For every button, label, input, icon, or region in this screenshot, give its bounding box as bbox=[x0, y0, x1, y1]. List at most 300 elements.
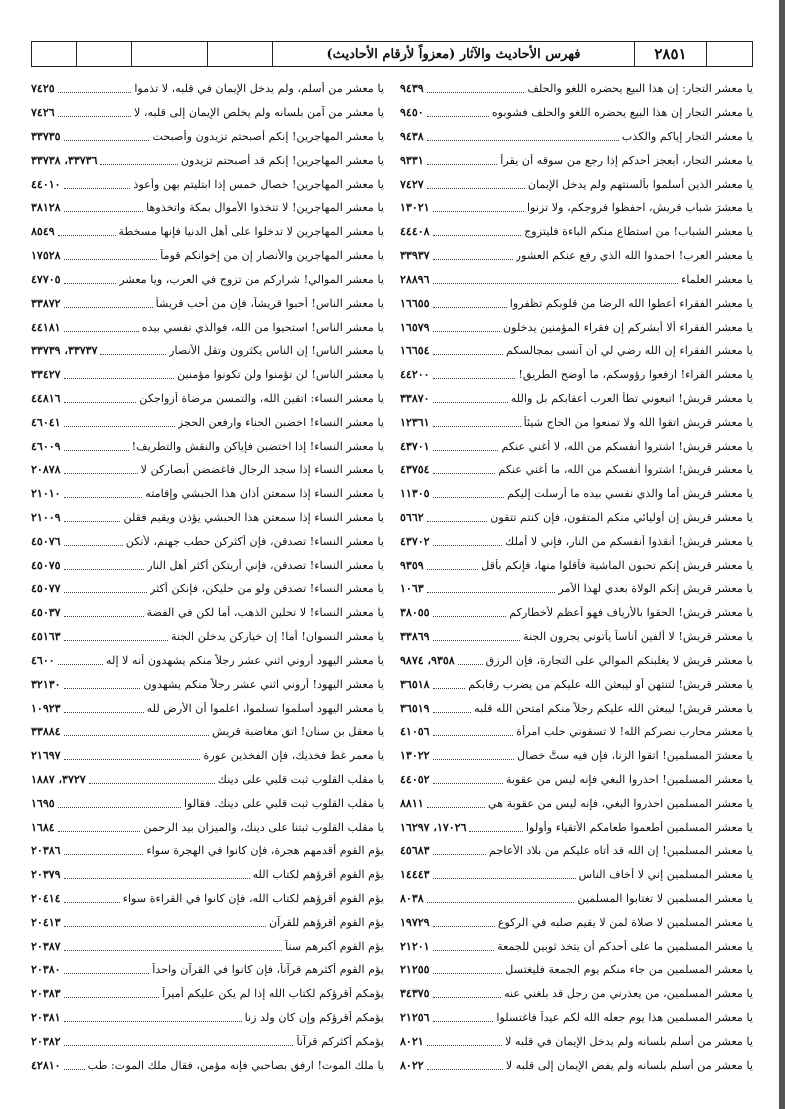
index-body bbox=[31, 77, 753, 1077]
entry-ref-number: ٣٣٧٣٧، ٣٣٧٣٩ bbox=[31, 344, 98, 358]
dot-leader bbox=[64, 251, 158, 260]
dot-leader bbox=[64, 918, 266, 927]
entry-text: يا معشر من أسلم بلسانه ولم يدخل الإيمان في قلبه لا bbox=[505, 1034, 753, 1048]
entry-ref-number: ٩٤٣٩ bbox=[400, 82, 424, 96]
index-entry bbox=[400, 863, 753, 887]
dot-leader bbox=[64, 680, 141, 689]
index-entry bbox=[400, 815, 753, 839]
entry-text: يا معشر قريش! لتنتهن أو ليبعثن الله عليكم من يضرب رقابكم bbox=[468, 677, 753, 691]
dot-leader bbox=[433, 751, 515, 760]
index-entry bbox=[400, 720, 753, 744]
entry-ref-number: ٩٣٣١ bbox=[400, 153, 424, 167]
index-entry bbox=[31, 244, 384, 268]
entry-text: يا معشر قريش! الحقوا بالأرياف فهو أعظم لأخطاركم bbox=[509, 606, 753, 620]
dot-leader bbox=[64, 203, 144, 212]
header-cell bbox=[208, 42, 273, 66]
dot-leader bbox=[427, 1037, 502, 1046]
entry-ref-number: ٤٤٤٠٨ bbox=[400, 225, 430, 239]
entry-ref-number: ١٦٥٧٩ bbox=[400, 320, 430, 334]
dot-leader bbox=[64, 870, 250, 879]
entry-text: يا معمر غط فخذيك، فإن الفخذين عورة bbox=[203, 749, 384, 763]
dot-leader bbox=[433, 680, 466, 689]
entry-text: يا معشر المهاجرين! خصال خمس إذا ابتليتم بهن وأعوذ bbox=[133, 177, 384, 191]
entry-text: يا معشر المهاجرين! إنكم أصبحتم تزيدون وأصبحت bbox=[152, 130, 384, 144]
dot-leader bbox=[433, 918, 495, 927]
header-cell bbox=[707, 42, 752, 66]
dot-leader bbox=[427, 108, 489, 117]
entry-text: يا معشر المسلمين ما على أحدكم أن يتخذ ثوبين للجمعة bbox=[497, 939, 753, 953]
index-entry bbox=[400, 625, 753, 649]
entry-text: يا معشر المسلمين من جاء منكم يوم الجمعة فليغتسل bbox=[505, 963, 753, 977]
index-entry bbox=[31, 148, 384, 172]
entry-text: يا معشر النساء إذا سجد الرجال فاغضضن أبصاركن لا bbox=[140, 463, 384, 477]
dot-leader bbox=[64, 418, 175, 427]
index-entry bbox=[31, 220, 384, 244]
entry-ref-number: ٣٨١٢٨ bbox=[31, 201, 61, 215]
entry-text: يا معشر المهاجرين! إنكم قد أصبحتم تزيدون bbox=[180, 153, 384, 167]
index-entry bbox=[400, 1030, 753, 1054]
dot-leader bbox=[64, 561, 145, 570]
entry-text: يا معشر المسلمين احذروا البغي، فإنه ليس من عقوبة هي bbox=[487, 796, 753, 810]
entry-ref-number: ١٧٥٢٨ bbox=[31, 249, 61, 263]
entry-text: يا معشر النساء! إذا اختضبن فإياكن والنقش والتطريف! bbox=[131, 439, 384, 453]
entry-text: يا معشر قريش! اتبعوني تطأ العرب أعقابكم بل والله bbox=[510, 391, 753, 405]
index-entry bbox=[400, 148, 753, 172]
index-entry bbox=[400, 172, 753, 196]
index-entry bbox=[31, 77, 384, 101]
entry-ref-number: ٣٣٩٣٧ bbox=[400, 249, 430, 263]
entry-ref-number: ١٢٣٦١ bbox=[400, 415, 430, 429]
index-entry bbox=[31, 625, 384, 649]
entry-text: يؤمكم أقرؤكم لكتاب الله إذا لم يكن عليكم أميراً bbox=[162, 987, 384, 1001]
entry-text: يا معشر قريش! ليبعثن الله عليكم رجلاً منكم امتحن الله قلبه bbox=[474, 701, 753, 715]
dot-leader bbox=[64, 894, 120, 903]
entry-ref-number: ٥٦٦٢ bbox=[400, 511, 424, 525]
dot-leader bbox=[427, 513, 488, 522]
entry-text: يا معشر من أسلم بلسانه ولم يفض الإيمان إلى قلبه لا bbox=[505, 1058, 753, 1072]
entry-ref-number: ١٣٠٢٢ bbox=[400, 749, 430, 763]
dot-leader bbox=[64, 513, 121, 522]
entry-text: يا معشر اليهود أسلموا تسلموا، اعلموا أن الأرض لله bbox=[146, 701, 384, 715]
entry-text: يا معشر النساء إذا سمعتن هذا الحبشي يؤذن ويقيم فقلن bbox=[123, 511, 384, 525]
entry-text: يا معشر المهاجرين! لا تتخذوا الأموال بمكة واتخذوها bbox=[146, 201, 384, 215]
entry-text: يا معشر التجار إن هذا البيع يحضره اللغو والحلف فشوبوه bbox=[491, 106, 753, 120]
entry-ref-number: ٣٣٨٧٢ bbox=[31, 296, 61, 310]
dot-leader bbox=[427, 584, 556, 593]
index-entry bbox=[400, 934, 753, 958]
index-entry bbox=[400, 1006, 753, 1030]
entry-text: يا معشر قريش إنكم الولاة بعدي لهذا الأمر bbox=[558, 582, 753, 596]
entry-ref-number: ٩٤٥٠ bbox=[400, 106, 424, 120]
entry-ref-number: ٣٣٤٢٧ bbox=[31, 368, 61, 382]
index-entry bbox=[31, 268, 384, 292]
dot-leader bbox=[433, 1013, 494, 1022]
index-entry bbox=[400, 363, 753, 387]
index-entry bbox=[31, 553, 384, 577]
index-entry bbox=[400, 649, 753, 673]
entry-ref-number: ٤٤٢٠٠ bbox=[400, 368, 430, 382]
entry-text: يا معشر الفقراء إن الله رضي لي أن آنسى بمجالسكم bbox=[505, 344, 753, 358]
index-entry bbox=[400, 1053, 753, 1077]
index-entry bbox=[400, 696, 753, 720]
entry-text: يا معشر قريش لا يغلبنكم الموالي على التجارة، فإن الرزق bbox=[485, 653, 753, 667]
entry-text: يا معشر الذين أسلموا بألسنتهم ولم يدخل الإيمان bbox=[527, 177, 753, 191]
entry-text: يا معشرَ شباب قريش، احفظوا فروجكم، ولا تزنوا bbox=[526, 201, 753, 215]
index-entry bbox=[31, 839, 384, 863]
entry-ref-number: ٤٥٦٨٣ bbox=[400, 844, 430, 858]
entry-text: يا معشر قريش أما والذي نفسي بيده ما أرسلت إليكم bbox=[507, 487, 753, 501]
entry-text: يا معشر النساء! لا تحلين الذهب، أما لكن في الفضة bbox=[146, 606, 384, 620]
index-entry bbox=[31, 910, 384, 934]
index-entry bbox=[400, 529, 753, 553]
dot-leader bbox=[58, 108, 131, 117]
dot-leader bbox=[64, 299, 153, 308]
dot-leader bbox=[64, 989, 160, 998]
entry-ref-number: ١٦٩٥ bbox=[31, 796, 55, 810]
entry-ref-number: ٤٣٧٠٢ bbox=[400, 534, 430, 548]
entry-text: يا معشر المسلمين! إن الله قد أتاه عليكم من بلاد الأعاجم bbox=[489, 844, 753, 858]
dot-leader bbox=[458, 656, 483, 665]
index-entry bbox=[31, 958, 384, 982]
dot-leader bbox=[433, 537, 503, 546]
entry-ref-number: ١١٣٠٥ bbox=[400, 487, 430, 501]
entry-text: يا معشر قريش! اشتروا أنفسكم من الله، لا أغني عنكم bbox=[501, 439, 753, 453]
index-entry bbox=[31, 982, 384, 1006]
dot-leader bbox=[100, 346, 166, 355]
dot-leader bbox=[433, 846, 486, 855]
dot-leader bbox=[64, 180, 131, 189]
index-column-right bbox=[400, 77, 753, 1077]
entry-text: يا معشر محارب نصركم الله! لا تسقوني حلب امرأة bbox=[516, 725, 753, 739]
index-entry bbox=[31, 601, 384, 625]
entry-ref-number: ٤٦٠٤١ bbox=[31, 415, 61, 429]
index-entry bbox=[400, 601, 753, 625]
index-entry bbox=[31, 529, 384, 553]
index-entry bbox=[31, 744, 384, 768]
index-entry bbox=[400, 410, 753, 434]
entry-text: يا معشر النساء إذا سمعتن أذان هذا الحبشي وإقامته bbox=[145, 487, 384, 501]
index-entry bbox=[400, 482, 753, 506]
entry-ref-number: ٣٣٧٣٥ bbox=[31, 130, 61, 144]
entry-text: يا معشر الموالي! شراركم من تزوج في العرب، ويا معشر bbox=[119, 272, 384, 286]
entry-ref-number: ١٧٠٢٦، ١٦٢٩٧ bbox=[400, 820, 467, 834]
dot-leader bbox=[64, 1037, 294, 1046]
entry-ref-number: ٢٠٣٨١ bbox=[31, 1011, 61, 1025]
dot-leader bbox=[58, 84, 132, 93]
index-entry bbox=[31, 387, 384, 411]
index-entry bbox=[31, 887, 384, 911]
entry-ref-number: ٣٦٥١٩ bbox=[400, 701, 430, 715]
entry-ref-number: ٣٣٨٦٩ bbox=[400, 630, 430, 644]
index-entry bbox=[31, 1053, 384, 1077]
entry-text: يا معشر اليهود! أروني اثني عشر رجلاً منكم يشهدون bbox=[143, 677, 384, 691]
dot-leader bbox=[427, 180, 525, 189]
entry-text: يا ملك الموت! ارفق بصاحبي فإنه مؤمن، فقال ملك الموت: طب bbox=[87, 1058, 384, 1072]
index-entry bbox=[31, 791, 384, 815]
running-title: فهرس الأحاديث والآثار (معزواً لأرقام الأحاديث) bbox=[273, 42, 635, 66]
dot-leader bbox=[64, 489, 143, 498]
index-entry bbox=[400, 910, 753, 934]
index-entry bbox=[400, 339, 753, 363]
entry-ref-number: ٩٤٣٨ bbox=[400, 130, 424, 144]
entry-ref-number: ٢١٢٠١ bbox=[400, 939, 430, 953]
entry-ref-number: ٨٥٤٩ bbox=[31, 225, 55, 239]
index-entry bbox=[400, 744, 753, 768]
header-cell bbox=[32, 42, 77, 66]
entry-ref-number: ٢٠٤١٣ bbox=[31, 915, 61, 929]
entry-text: يا معشر القراء! ارفعوا رؤوسكم، ما أوضح الطريق! bbox=[518, 368, 753, 382]
entry-text: يؤم القوم أقرؤهم للقرآن bbox=[268, 915, 384, 929]
index-entry bbox=[400, 77, 753, 101]
entry-text: يا معشر التجار: إن هذا البيع يحضره اللغو والحلف bbox=[527, 82, 753, 96]
index-entry bbox=[400, 244, 753, 268]
entry-ref-number: ٧٤٢٧ bbox=[400, 177, 424, 191]
index-entry bbox=[400, 887, 753, 911]
dot-leader bbox=[64, 442, 129, 451]
entry-ref-number: ٢٠٣٨٦ bbox=[31, 844, 61, 858]
entry-text: يا معشر المهاجرين لا تدخلوا على أهل الدنيا فإنها مسخطة bbox=[118, 225, 384, 239]
index-entry bbox=[31, 125, 384, 149]
entry-ref-number: ٤٤٠٥٢ bbox=[400, 772, 430, 786]
dot-leader bbox=[433, 275, 679, 284]
dot-leader bbox=[427, 561, 479, 570]
entry-ref-number: ٤٥٠٧٧ bbox=[31, 582, 61, 596]
entry-ref-number: ٨٨١١ bbox=[400, 796, 424, 810]
entry-text: يا معشر المسلمين، من يعذرني من رجل قد بلغني عنه bbox=[504, 987, 753, 1001]
dot-leader bbox=[433, 394, 508, 403]
header-cell bbox=[77, 42, 132, 66]
index-entry bbox=[31, 482, 384, 506]
dot-leader bbox=[64, 584, 147, 593]
entry-text: يؤم القوم أكبرهم سناً bbox=[285, 939, 384, 953]
dot-leader bbox=[64, 632, 169, 641]
index-entry bbox=[31, 934, 384, 958]
index-entry bbox=[31, 1006, 384, 1030]
index-entry bbox=[400, 982, 753, 1006]
dot-leader bbox=[64, 942, 283, 951]
entry-ref-number: ٣٦٥١٨ bbox=[400, 677, 430, 691]
index-entry bbox=[400, 958, 753, 982]
dot-leader bbox=[58, 799, 181, 808]
dot-leader bbox=[64, 465, 138, 474]
dot-leader bbox=[427, 894, 575, 903]
index-entry bbox=[400, 553, 753, 577]
entry-ref-number: ٤١٠٥٦ bbox=[400, 725, 430, 739]
entry-ref-number: ٤٦٠٠ bbox=[31, 653, 55, 667]
entry-text: يا معشر قريش إن أوليائي منكم المتقون، فإن كنتم تتقون bbox=[490, 511, 753, 525]
page-edge bbox=[779, 0, 785, 1109]
index-entry bbox=[400, 196, 753, 220]
index-entry bbox=[31, 649, 384, 673]
index-entry bbox=[31, 815, 384, 839]
entry-ref-number: ٢١٢٥٦ bbox=[400, 1011, 430, 1025]
entry-text: يا معشر قريش! لا ألفين أناساً يأتوني يجرون الجنة bbox=[523, 630, 753, 644]
dot-leader bbox=[433, 989, 502, 998]
index-entry bbox=[400, 791, 753, 815]
entry-ref-number: ٤٥٠٧٦ bbox=[31, 534, 61, 548]
entry-ref-number: ١٩٧٢٩ bbox=[400, 915, 430, 929]
entry-text: يا معقل بن سنان! اتق مغاضبة قريش bbox=[211, 725, 384, 739]
index-entry bbox=[31, 196, 384, 220]
entry-text: يا معشر قريش! أنقذوا أنفسكم من النار، فإني لا أملك bbox=[505, 534, 753, 548]
entry-text: يا معشر الناس! استحيوا من الله، فوالذي نفسي بيده bbox=[141, 320, 384, 334]
entry-text: يؤمكم أكثركم قرآناً bbox=[296, 1034, 384, 1048]
entry-ref-number: ٣٢١٣٠ bbox=[31, 677, 61, 691]
index-entry bbox=[31, 1030, 384, 1054]
index-entry bbox=[31, 363, 384, 387]
entry-ref-number: ٣٧٢٧، ١٨٨٧ bbox=[31, 772, 86, 786]
entry-text: يا معشر المسلمين لا تغتابوا المسلمين bbox=[577, 892, 753, 906]
dot-leader bbox=[433, 965, 503, 974]
index-entry bbox=[400, 220, 753, 244]
dot-leader bbox=[433, 203, 524, 212]
entry-text: يا معشر المسلمين لا صلاة لمن لا يقيم صلبه في الركوع bbox=[497, 915, 753, 929]
index-entry bbox=[31, 410, 384, 434]
entry-ref-number: ٣٣٧٣٦، ٣٣٧٣٨ bbox=[31, 153, 98, 167]
entry-ref-number: ٤٤٨١٦ bbox=[31, 391, 61, 405]
entry-text: يؤمكم أقرؤكم وإن كان ولد زنا bbox=[244, 1011, 384, 1025]
dot-leader bbox=[64, 846, 144, 855]
index-entry bbox=[31, 339, 384, 363]
index-entry bbox=[400, 768, 753, 792]
entry-ref-number: ١٠٩٢٣ bbox=[31, 701, 61, 715]
index-entry bbox=[400, 125, 753, 149]
entry-ref-number: ٩٣٥٨، ٩٨٧٤ bbox=[400, 653, 455, 667]
dot-leader bbox=[433, 370, 516, 379]
entry-ref-number: ٢١٦٩٧ bbox=[31, 749, 61, 763]
entry-ref-number: ٢١٠١٠ bbox=[31, 487, 61, 501]
entry-ref-number: ٢٨٨٩٦ bbox=[400, 272, 430, 286]
index-entry bbox=[400, 839, 753, 863]
entry-ref-number: ٤٥٠٧٥ bbox=[31, 558, 61, 572]
index-entry bbox=[31, 863, 384, 887]
entry-text: يا معشر النساء! تصدقن، فإني أريتكن أكثر أهل النار bbox=[147, 558, 384, 572]
entry-ref-number: ٧٤٢٥ bbox=[31, 82, 55, 96]
entry-ref-number: ٧٤٢٦ bbox=[31, 106, 55, 120]
index-entry bbox=[400, 101, 753, 125]
index-entry bbox=[400, 577, 753, 601]
entry-ref-number: ٨٠٢٢ bbox=[400, 1058, 424, 1072]
entry-text: يا معشر النسوان! أما! إن خياركن يدخلن الجنة bbox=[171, 630, 384, 644]
dot-leader bbox=[64, 965, 150, 974]
entry-ref-number: ٤٣٧٠١ bbox=[400, 439, 430, 453]
index-entry bbox=[31, 315, 384, 339]
entry-text: يا معشر النساء! تصدقن، فإن أكثركن حطب جهنم، لأنكن bbox=[125, 534, 384, 548]
dot-leader bbox=[64, 1013, 242, 1022]
entry-text: يؤم القوم أقرؤهم لكتاب الله bbox=[252, 868, 384, 882]
page-number: ٢٨٥١ bbox=[635, 42, 707, 66]
entry-ref-number: ٢٠٣٨٧ bbox=[31, 939, 61, 953]
dot-leader bbox=[64, 751, 201, 760]
dot-leader bbox=[427, 156, 498, 165]
entry-text: يا معشر التجار إياكم والكذب bbox=[621, 130, 753, 144]
index-entry bbox=[400, 268, 753, 292]
entry-ref-number: ٤٤١٨١ bbox=[31, 320, 61, 334]
dot-leader bbox=[433, 727, 514, 736]
dot-leader bbox=[433, 775, 503, 784]
entry-text: يا معشر من أسلم، ولم يدخل الإيمان في قلبه، لا تذموا bbox=[134, 82, 384, 96]
index-entry bbox=[31, 172, 384, 196]
entry-text: يا معشر قريش إنكم تحبون الماشية فأقلوا منها، فإنكم بأقل bbox=[481, 558, 753, 572]
entry-text: يؤم القوم أكثرهم قرآناً، فإن كانوا في القرآن واحداً bbox=[152, 963, 384, 977]
dot-leader bbox=[58, 227, 116, 236]
entry-ref-number: ١٤٤٤٣ bbox=[400, 868, 430, 882]
entry-ref-number: ٤٢٨١٠ bbox=[31, 1058, 61, 1072]
entry-text: يا معشر المسلمين! احذروا البغي فإنه ليس من عقوبة bbox=[505, 772, 753, 786]
index-entry bbox=[31, 577, 384, 601]
entry-text: يا معشرَ المسلمين! اتقوا الزنا، فإن فيه ستَّ خصال bbox=[517, 749, 753, 763]
entry-ref-number: ١٦٦٥٤ bbox=[400, 344, 430, 358]
dot-leader bbox=[89, 775, 215, 784]
dot-leader bbox=[64, 727, 209, 736]
dot-leader bbox=[427, 132, 619, 141]
dot-leader bbox=[64, 394, 137, 403]
dot-leader bbox=[433, 632, 521, 641]
entry-text: يؤم القوم أقدمهم هجرة، فإن كانوا في الهجرة سواء bbox=[146, 844, 384, 858]
dot-leader bbox=[64, 323, 139, 332]
entry-text: يا معشر الناس! إن الناس يكثرون وتقل الأنصار bbox=[169, 344, 384, 358]
entry-text: يا معشر المسلمين هذا يوم جعله الله لكم عيداً فاغتسلوا bbox=[496, 1011, 753, 1025]
entry-text: يا معشر التجار، أيعجز أحدكم إذا رجع من سوقه أن يقرأ bbox=[500, 153, 753, 167]
dot-leader bbox=[433, 227, 522, 236]
entry-ref-number: ١٦٦٥٥ bbox=[400, 296, 430, 310]
dot-leader bbox=[64, 132, 150, 141]
entry-text: يا معشر النساء: اتقين الله، والتمسن مرضاة أزواجكن bbox=[139, 391, 384, 405]
entry-ref-number: ٤٤٠١٠ bbox=[31, 177, 61, 191]
dot-leader bbox=[64, 275, 117, 284]
entry-ref-number: ٢٠٣٨٠ bbox=[31, 963, 61, 977]
entry-text: يا معشر قريش اتقوا الله ولا تمنعوا من الحاج شيئاً bbox=[523, 415, 753, 429]
entry-text: يا معشر الناس! أحبوا قريشاً، فإن من أحب قريشاً bbox=[155, 296, 384, 310]
dot-leader bbox=[433, 418, 521, 427]
entry-ref-number: ٤٦٠٠٩ bbox=[31, 439, 61, 453]
dot-leader bbox=[64, 704, 144, 713]
dot-leader bbox=[433, 323, 500, 332]
entry-ref-number: ١٦٨٤ bbox=[31, 820, 55, 834]
entry-ref-number: ٣٣٨٧٠ bbox=[400, 391, 430, 405]
index-entry bbox=[400, 387, 753, 411]
dot-leader bbox=[433, 489, 505, 498]
entry-text: يا معشر الناس! لن تؤمنوا ولن تكونوا مؤمنين bbox=[177, 368, 384, 382]
index-entry bbox=[31, 506, 384, 530]
entry-ref-number: ٤٧٧٠٥ bbox=[31, 272, 61, 286]
index-entry bbox=[31, 696, 384, 720]
entry-text: يا معشر المسلمين أطعموا طعامكم الأتقياء وأولوا bbox=[525, 820, 753, 834]
entry-ref-number: ٢٠٣٨٢ bbox=[31, 1034, 61, 1048]
dot-leader bbox=[64, 1061, 85, 1070]
index-entry bbox=[400, 672, 753, 696]
entry-text: يا معشر الفقراء ألا أبشركم إن فقراء المؤمنين يدخلون bbox=[502, 320, 753, 334]
dot-leader bbox=[469, 823, 522, 832]
dot-leader bbox=[64, 608, 144, 617]
dot-leader bbox=[433, 299, 507, 308]
index-entry bbox=[31, 720, 384, 744]
entry-ref-number: ١٠٦٣ bbox=[400, 582, 424, 596]
index-entry bbox=[31, 101, 384, 125]
dot-leader bbox=[433, 346, 503, 355]
dot-leader bbox=[433, 870, 576, 879]
entry-text: يا معشر المسلمين إني لا أخاف الناس bbox=[578, 868, 753, 882]
entry-ref-number: ٢٠٤١٤ bbox=[31, 892, 61, 906]
entry-ref-number: ٢٠٨٧٨ bbox=[31, 463, 61, 477]
page-header bbox=[31, 41, 753, 67]
entry-ref-number: ٨٠٣٨ bbox=[400, 892, 424, 906]
index-entry bbox=[31, 672, 384, 696]
index-entry bbox=[31, 458, 384, 482]
dot-leader bbox=[433, 608, 507, 617]
entry-text: يا معشر العلماء bbox=[681, 272, 753, 286]
entry-text: يا معشر الشباب! من استطاع منكم الباءة فليتزوج bbox=[524, 225, 753, 239]
